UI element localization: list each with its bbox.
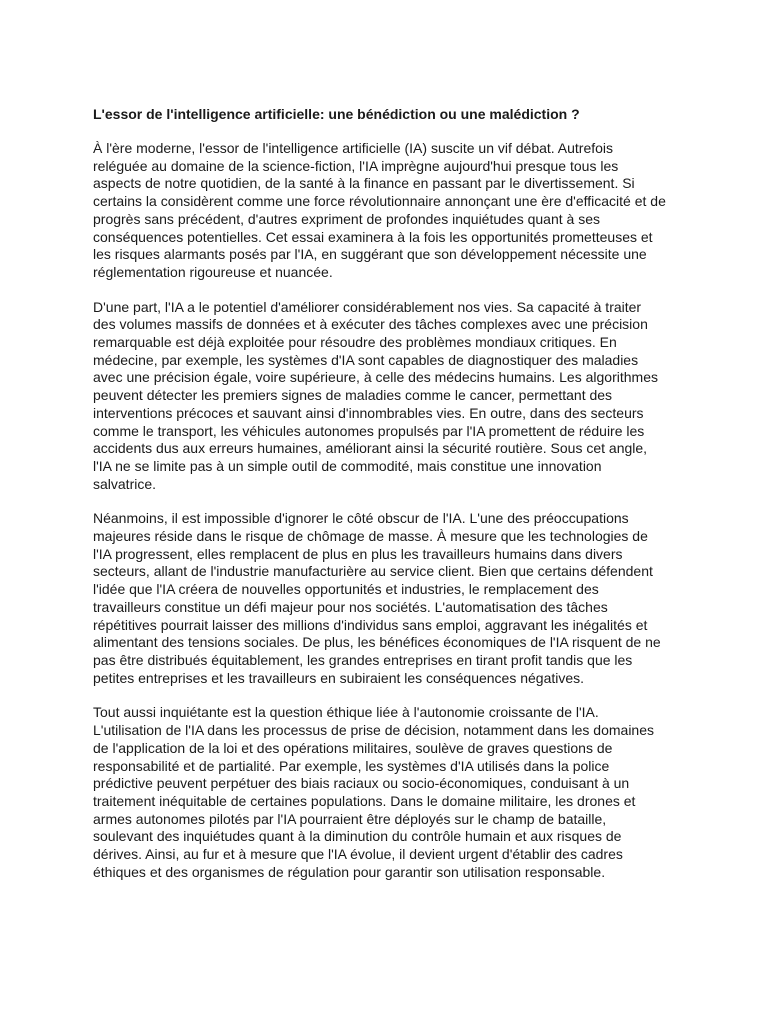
text-line: progrès sans précédent, d'autres expriment de profondes inquiétudes quant à ses	[93, 210, 600, 227]
text-line: avec une précision égale, voire supérieure, à celle des médecins humains. Les algorithmes	[93, 369, 658, 386]
text-line: l'idée que l'IA créera de nouvelles opportunités et industries, le remplacement des	[93, 581, 599, 598]
text-line: prédictive peuvent perpétuer des biais raciaux ou socio-économiques, conduisant à un	[93, 775, 630, 792]
paragraph-introduction	[93, 140, 683, 282]
text-line: peuvent détecter les premiers signes de maladies comme le cancer, permettant des	[93, 387, 613, 404]
text-line: réglementation rigoureuse et nuancée.	[93, 263, 333, 280]
text-line: traitement inéquitable de certaines populations. Dans le domaine militaire, les drones et	[93, 792, 636, 809]
text-line: des volumes massifs de données et à exécuter des tâches complexes avec une précision	[93, 316, 648, 333]
text-line: petites entreprises et les travailleurs en subiraient les conséquences négatives.	[93, 669, 585, 686]
text-line: armes autonomes pilotés par l'IA pourraient être déployés sur le champ de bataille,	[93, 810, 607, 827]
text-line: interventions précoces et sauvant ainsi d'innombrables vies. En outre, dans des secteurs	[93, 404, 644, 421]
text-line: L'utilisation de l'IA dans les processus de prise de décision, notamment dans les domaines	[93, 722, 654, 739]
text-line: travailleurs constitue un défi majeur pour nos sociétés. L'automatisation des tâches	[93, 598, 608, 615]
paragraph-benefits	[93, 299, 683, 494]
text-line: D'une part, l'IA a le potentiel d'améliorer considérablement nos vies. Sa capacité à traiter	[93, 298, 642, 315]
text-line: responsabilité et de partialité. Par exemple, les systèmes d'IA utilisés dans la police	[93, 757, 610, 774]
text-line: Néanmoins, il est impossible d'ignorer le côté obscur de l'IA. L'une des préoccupations	[93, 510, 629, 527]
text-line: salvatrice.	[93, 475, 157, 492]
text-line: alimentant des tensions sociales. De plus, les bénéfices économiques de l'IA risquent de ne	[93, 634, 661, 651]
text-line: soulevant des inquiétudes quant à la diminution du contrôle humain et aux risques de	[93, 828, 622, 845]
text-line: conséquences potentielles. Cet essai examinera à la fois les opportunités prometteuses et	[93, 228, 653, 245]
text-line: accidents dus aux erreurs humaines, améliorant ainsi la sécurité routière. Sous cet angle,	[93, 440, 648, 457]
text-line: comme le transport, les véhicules autonomes propulsés par l'IA promettent de réduire les	[93, 422, 645, 439]
text-line: répétitives pourrait laisser des millions d'individus sans emploi, aggravant les inégalités et	[93, 616, 648, 633]
text-line: reléguée au domaine de la science-fiction, l'IA imprègne aujourd'hui presque tous les	[93, 157, 619, 174]
text-line: l'IA progressent, elles remplacent de plus en plus les travailleurs humains dans divers	[93, 545, 623, 562]
text-line: l'IA ne se limite pas à un simple outil de commodité, mais constitue une innovation	[93, 457, 602, 474]
paragraph-ethics	[93, 704, 683, 881]
text-line: aspects de notre quotidien, de la santé à la finance en passant par le divertissement. Si	[93, 175, 635, 192]
text-line: remarquable est déjà exploitée pour résoudre des problèmes mondiaux critiques. En	[93, 334, 617, 351]
text-line: médecine, par exemple, les systèmes d'IA sont capables de diagnostiquer des maladies	[93, 351, 639, 368]
text-line: secteurs, allant de l'industrie manufacturière au service client. Bien que certains défendent	[93, 563, 653, 580]
text-line: éthiques et des organismes de régulation pour garantir son utilisation responsable.	[93, 863, 606, 880]
document-body	[93, 105, 683, 898]
document-title: L'essor de l'intelligence artificielle: une bénédiction ou une malédiction ?	[93, 106, 580, 122]
text-line: les risques alarmants posés par l'IA, en suggérant que son développement nécessite une	[93, 246, 647, 263]
text-line: dérives. Ainsi, au fur et à mesure que l'IA évolue, il devient urgent d'établir des cadres	[93, 846, 623, 863]
text-line: À l'ère moderne, l'essor de l'intelligence artificielle (IA) suscite un vif débat. Autrefois	[93, 140, 614, 156]
text-line: majeures réside dans le risque de chômage de masse. À mesure que les technologies de	[93, 528, 648, 545]
text-line: pas être distribués équitablement, les grandes entreprises en tirant profit tandis que les	[93, 651, 633, 668]
text-line: de l'application de la loi et des opérations militaires, soulève de graves questions de	[93, 739, 613, 756]
text-line: Tout aussi inquiétante est la question éthique liée à l'autonomie croissante de l'IA.	[93, 704, 599, 721]
paragraph-unemployment	[93, 510, 683, 687]
text-line: certains la considèrent comme une force révolutionnaire annonçant une ère d'efficacité et de	[93, 193, 666, 210]
